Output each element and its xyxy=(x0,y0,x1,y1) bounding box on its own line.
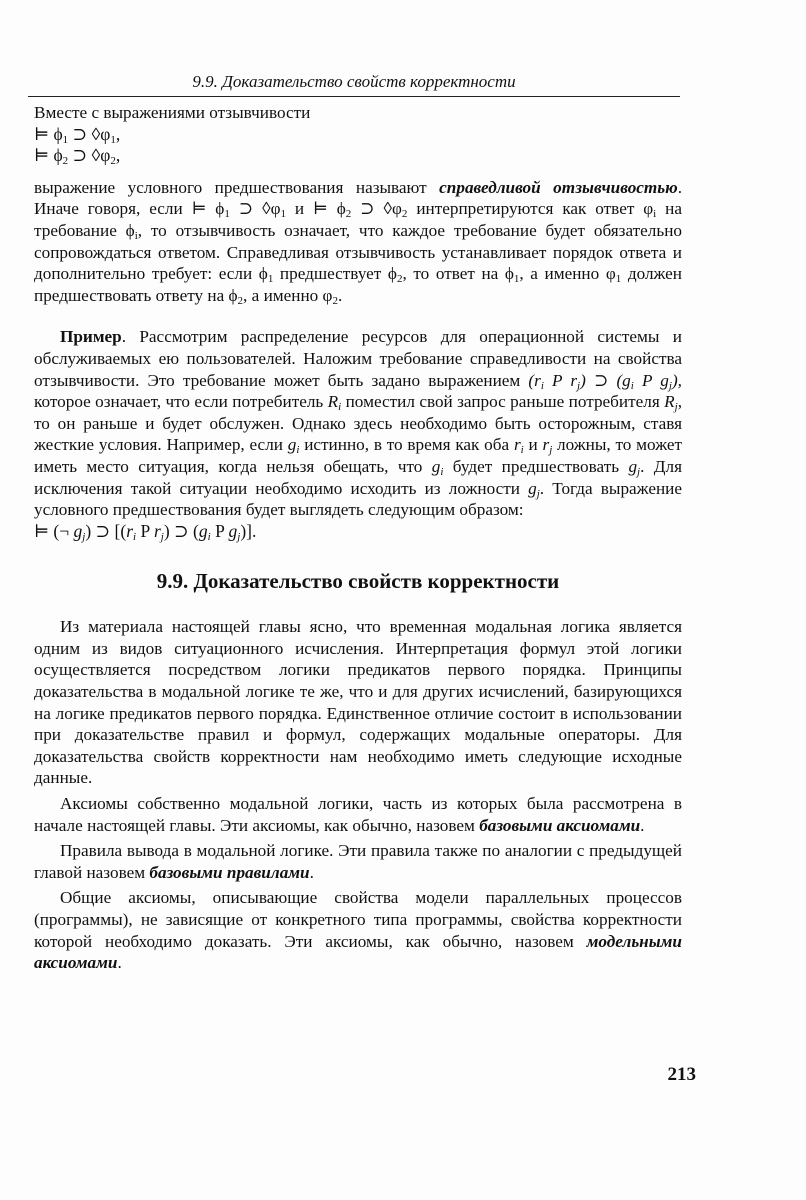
term-model-axioms: модельными аксиомами xyxy=(34,931,682,973)
paragraph-model-axioms: Общие аксиомы, описывающие свойства модели параллельных процессов (программы), не зависящие от конкретного типа программы, свойства корректности которой необходимо доказать. Эти аксиомы, как обычно, назовем модельными аксиомами. xyxy=(34,888,682,973)
paragraph-intro: Из материала настоящей главы ясно, что временная модальная логика является одним из видов ситуационного исчисления. Интерпретация формул этой логики осуществляется посредством логики предикатов первого порядка. Принципы доказательства в модальной логике те же, что и для других исчислений, базирующихся на логике предикатов первого порядка. Единственное отличие состоит в использовании при доказательстве правил и формул, содержащих модальные операторы. Для доказательства свойств корректности нам необходимо иметь следующие исходные данные. xyxy=(34,617,682,788)
paragraph-base-axioms: Аксиомы собственно модальной логики, часть из которых была рассмотрена в начале настоящей главы. Эти аксиомы, как обычно, назовем базовыми аксиомами. xyxy=(34,794,682,835)
example-label: Пример xyxy=(60,327,122,347)
paragraph-fair-responsiveness: выражение условного предшествования называют справедливой отзывчивостью. Иначе говоря, если ⊨ $\phi_1$ ⊃ $◊\varphi_1$ и ⊨ $\phi_2$ ⊃ $◊\varphi_2$ интерпретируются как ответ $\varphi_i$ на требование $\phi_i$, то отзывчивость означает, что каждое требование будет обязательно сопровождаться ответом. Справедливая отзывчивость устанавливает порядок ответа и дополнительно требует: если $\phi_1$ предшествует $\phi_2$, то ответ на $\phi_1$, а именно $\varphi_1$ должен предшествовать ответу на $\phi_2$, а именно $\varphi_2$. xyxy=(34,177,682,307)
paragraph-base-rules: Правила вывода в модальной логике. Эти правила также по аналогии с предыдущей главой назовем базовыми правилами. xyxy=(34,841,682,882)
intro-line: Вместе с выражениями отзывчивости xyxy=(34,103,311,122)
term-base-rules: базовыми правилами xyxy=(149,862,310,882)
running-header: 9.9. Доказательство свойств корректности xyxy=(28,72,680,97)
example-paragraph: Пример. Рассмотрим распределение ресурсов для операционной системы и обслуживаемых ею пользователей. Наложим требование справедливости на свойства отзывчивости. Это требование может быть задано выражением ($r_i$ P $r_j$) ⊃ ($g_i$ P $g_j$), которое означает, что если потребитель $R_i$ поместил свой запрос раньше потребителя $R_j$, то он раньше и будет обслужен. Однако здесь необходимо быть осторожным, ставя жесткие условия. Например, если $g_i$ истинно, в то время как оба $r_i$ и $r_j$ ложны, то может иметь место ситуация, когда нельзя обещать, что $g_i$ будет предшествовать $g_j$. Для исключения такой ситуации необходимо исходить из ложности $g_j$. Тогда выражение условного предшествования будет выглядеть следующим образом: xyxy=(34,327,682,520)
page-number: 213 xyxy=(667,1064,696,1085)
formula-1: ⊨ $\phi_1$ ⊃ $◊\varphi_1$, xyxy=(34,123,121,146)
formula-2: ⊨ $\phi_2$ ⊃ $◊\varphi_2$, xyxy=(34,145,121,168)
term-base-axioms: базовыми аксиомами xyxy=(479,815,641,835)
section-heading: 9.9. Доказательство свойств корректности xyxy=(156,569,560,594)
page-body xyxy=(34,102,682,974)
term-fair-responsiveness: справедливой отзывчивостью xyxy=(439,177,678,197)
formula-3: ⊨ (¬ $g_j$) ⊃ [($r_i$ P $r_j$) ⊃ ($g_i$ P $g_j$)]. xyxy=(34,520,257,543)
